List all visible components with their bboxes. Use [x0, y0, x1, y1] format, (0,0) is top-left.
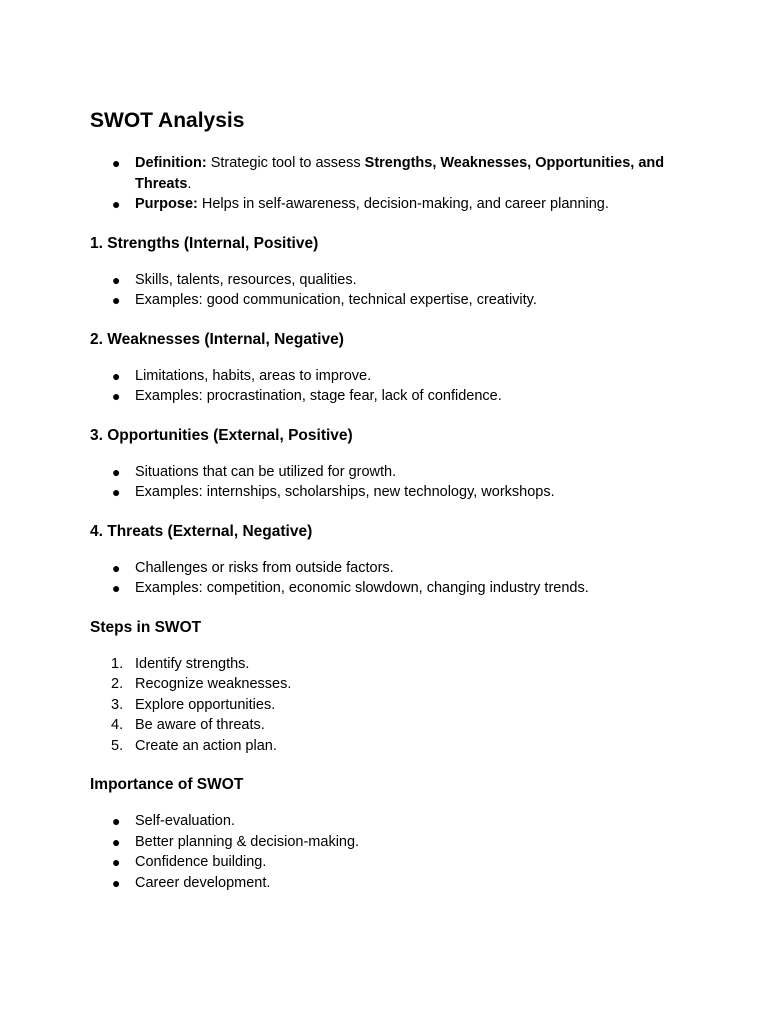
step-number: 3. — [111, 696, 124, 713]
list-item — [90, 578, 678, 599]
definition-bold-terms: Strengths, Weaknesses, Opportunities, and Threats — [135, 155, 665, 192]
bullet-icon: ● — [112, 874, 121, 891]
strengths-list — [90, 270, 678, 311]
definition-text: Strategic tool to assess — [206, 155, 365, 171]
list-item-text: Limitations, habits, areas to improve. — [135, 367, 372, 384]
list-item — [90, 558, 678, 579]
bullet-icon: ● — [112, 367, 121, 384]
bullet-icon: ● — [112, 196, 121, 212]
list-item-text: Identify strengths. — [135, 655, 250, 672]
section-heading-steps: Steps in SWOT — [90, 618, 202, 636]
list-item — [90, 290, 678, 311]
step-number: 2. — [111, 676, 124, 692]
bullet-icon: ● — [112, 155, 121, 171]
list-item-text: Skills, talents, resources, qualities. — [135, 271, 357, 288]
steps-list — [90, 654, 678, 757]
list-item — [90, 386, 678, 407]
list-item — [90, 736, 678, 757]
list-item — [90, 832, 678, 853]
list-item — [90, 811, 678, 832]
purpose-label: Purpose: — [135, 196, 198, 212]
list-item-definition — [90, 153, 678, 194]
list-item — [90, 852, 678, 873]
section-heading-threats: 4. Threats (External, Negative) — [90, 522, 313, 540]
importance-list — [90, 811, 678, 893]
list-item — [90, 482, 678, 503]
list-item-text: Better planning & decision-making. — [135, 833, 360, 850]
list-item — [90, 270, 678, 291]
list-item — [90, 366, 678, 387]
list-item-text: Create an action plan. — [135, 737, 277, 754]
list-item-text: Recognize weaknesses. — [135, 676, 292, 692]
list-item-text: Career development. — [135, 874, 271, 891]
list-item-text: Examples: procrastination, stage fear, lack of confidence. — [135, 388, 502, 404]
list-item-text: Examples: competition, economic slowdown, changing industry trends. — [135, 580, 589, 596]
list-item-text: Examples: internships, scholarships, new technology, workshops. — [135, 484, 555, 500]
definition-end: . — [187, 175, 192, 192]
list-item — [90, 715, 678, 736]
bullet-icon: ● — [112, 559, 121, 576]
threats-list — [90, 558, 678, 599]
list-item-text: Self-evaluation. — [135, 813, 235, 829]
list-item-text: Be aware of threats. — [135, 717, 265, 733]
bullet-icon: ● — [112, 271, 121, 288]
list-item-text: Confidence building. — [135, 854, 267, 870]
bullet-icon: ● — [112, 833, 121, 850]
list-item-text: Situations that can be utilized for growth. — [135, 463, 397, 480]
bullet-icon: ● — [112, 580, 121, 596]
intro-list — [90, 153, 678, 215]
section-heading-opportunities: 3. Opportunities (External, Positive) — [90, 426, 353, 444]
bullet-icon: ● — [112, 854, 121, 870]
section-heading-weaknesses: 2. Weaknesses (Internal, Negative) — [90, 330, 344, 348]
definition-label: Definition: — [135, 155, 207, 171]
document-title: SWOT Analysis — [90, 109, 245, 132]
list-item-text: Examples: good communication, technical expertise, creativity. — [135, 292, 537, 308]
step-number: 5. — [111, 737, 124, 754]
list-item — [90, 873, 678, 894]
list-item — [90, 462, 678, 483]
list-item-text: Challenges or risks from outside factors. — [135, 559, 394, 576]
list-item — [90, 695, 678, 716]
list-item — [90, 654, 678, 675]
section-heading-importance: Importance of SWOT — [90, 776, 244, 793]
list-item-text: Explore opportunities. — [135, 696, 276, 713]
bullet-icon: ● — [112, 463, 121, 480]
opportunities-list — [90, 462, 678, 503]
section-heading-strengths: 1. Strengths (Internal, Positive) — [90, 234, 319, 252]
step-number: 4. — [111, 717, 124, 733]
weaknesses-list — [90, 366, 678, 407]
step-number: 1. — [111, 655, 124, 672]
bullet-icon: ● — [112, 813, 121, 829]
bullet-icon: ● — [112, 292, 121, 308]
bullet-icon: ● — [112, 388, 121, 404]
list-item-purpose — [90, 194, 678, 215]
list-item — [90, 674, 678, 695]
bullet-icon: ● — [112, 484, 121, 500]
purpose-text: Helps in self-awareness, decision-making, and career planning. — [197, 196, 609, 212]
